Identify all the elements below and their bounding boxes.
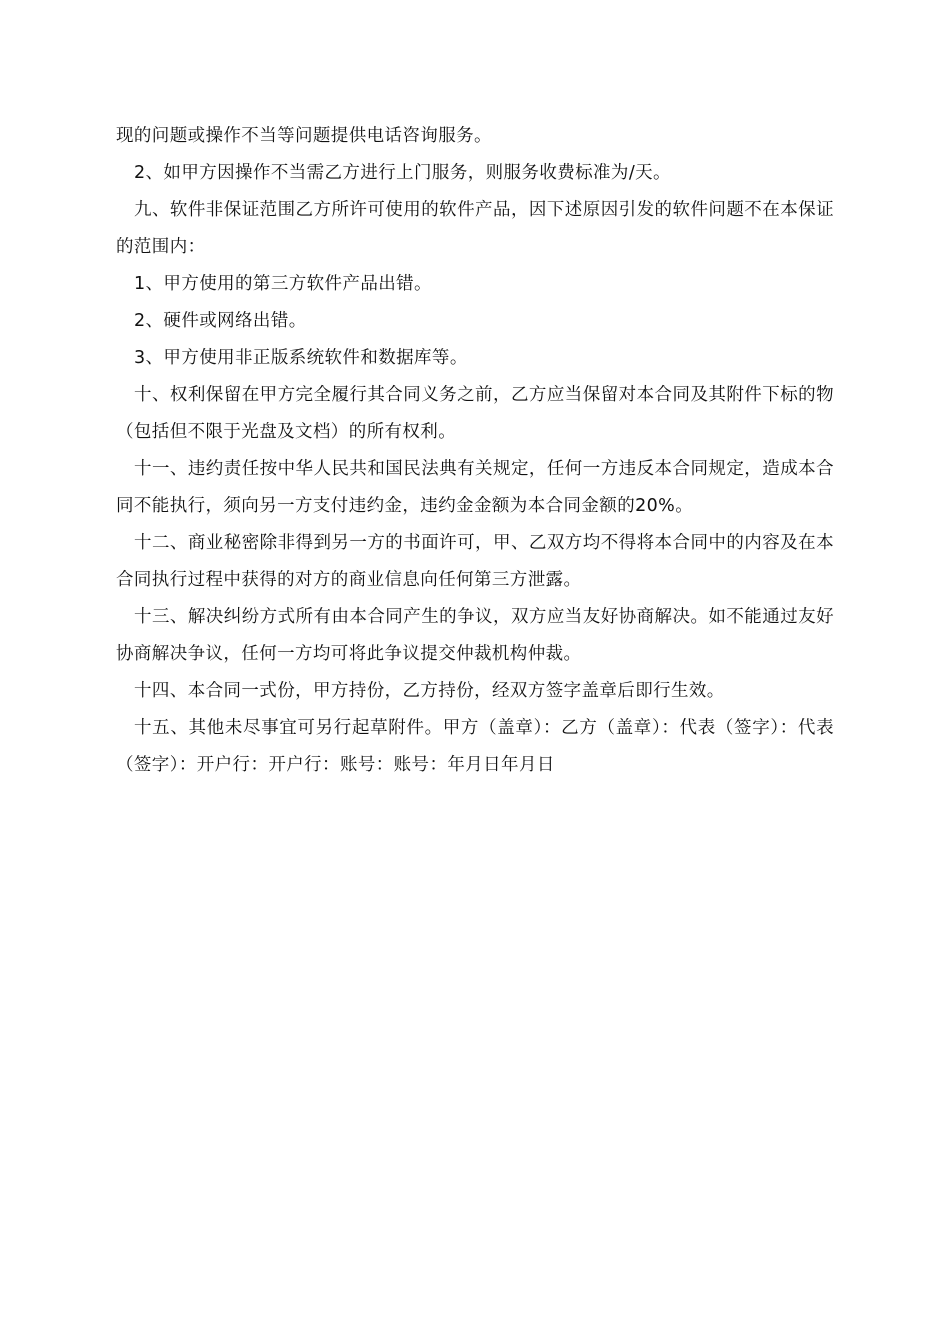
paragraph-section-9-item-3: 3、甲方使用非正版系统软件和数据库等。 [134, 348, 468, 368]
paragraph-section-14: 十四、本合同一式份，甲方持份，乙方持份，经双方签字盖章后即行生效。 [134, 681, 725, 701]
paragraph-section-12: 十二、商业秘密除非得到另一方的书面许可，甲、乙双方均不得将本合同中的内容及在本合同执行过程中获得的对方的商业信息向任何第三方泄露。 [116, 533, 834, 590]
paragraph-section-10: 十、权利保留在甲方完全履行其合同义务之前，乙方应当保留对本合同及其附件下标的物（包括但不限于光盘及文档）的所有权利。 [116, 385, 834, 442]
document-body [116, 118, 834, 784]
paragraph-section-13: 十三、解决纠纷方式所有由本合同产生的争议，双方应当友好协商解决。如不能通过友好协商解决争议，任何一方均可将此争议提交仲裁机构仲裁。 [116, 607, 834, 664]
paragraph-section-11: 十一、违约责任按中华人民共和国民法典有关规定，任何一方违反本合同规定，造成本合同不能执行，须向另一方支付违约金，违约金金额为本合同金额的20%。 [116, 459, 834, 516]
paragraph-section-9-item-1: 1、甲方使用的第三方软件产品出错。 [134, 274, 432, 294]
paragraph-item-2-service-fee: 2、如甲方因操作不当需乙方进行上门服务，则服务收费标准为/天。 [134, 163, 671, 183]
paragraph-continuation: 现的问题或操作不当等问题提供电话咨询服务。 [116, 126, 492, 146]
paragraph-section-9: 九、软件非保证范围乙方所许可使用的软件产品，因下述原因引发的软件问题不在本保证的范围内： [116, 200, 834, 257]
paragraph-section-15: 十五、其他未尽事宜可另行起草附件。甲方（盖章）：乙方（盖章）：代表（签字）：代表（签字）：开户行：开户行：账号：账号：年月日年月日 [116, 718, 834, 775]
paragraph-section-9-item-2: 2、硬件或网络出错。 [134, 311, 307, 331]
